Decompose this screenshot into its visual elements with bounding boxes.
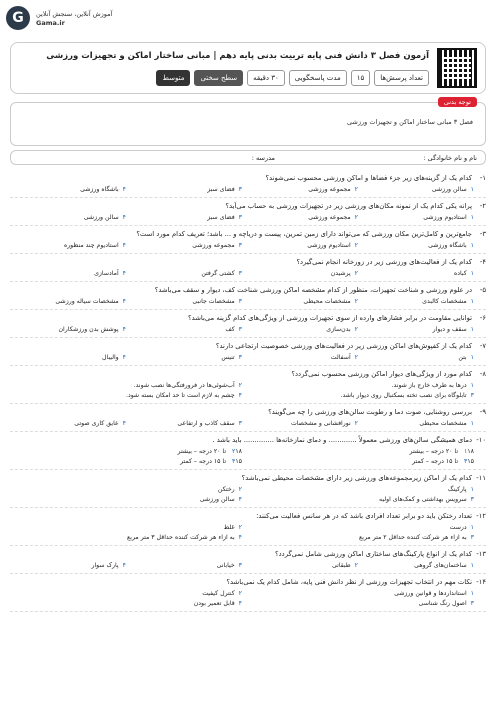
answer-option[interactable]	[126, 325, 242, 335]
option-text: چشم به لازم است تا حد امکان بسته شود.	[126, 392, 235, 399]
option-text: سقف و دیوار	[432, 326, 467, 333]
difficulty-label: سطح سختی	[194, 70, 243, 86]
question-stem: بررسی روشنایی، صوت دما و رطوبت سالن‌های ورزشی را چه می‌گویند؟	[268, 408, 472, 416]
question-stem: در علوم ورزشی و شناخت تجهیزات، منظور از کدام مشخصه اماکن ورزشی شناخت کف، دیوار و سقف می‌باشد؟	[154, 286, 472, 294]
option-list	[10, 241, 486, 251]
option-text: به ازاء هر شرکت کننده حداقل ۲ متر مربع	[358, 534, 467, 541]
question-text	[10, 229, 486, 239]
option-number: ۴	[122, 326, 126, 333]
question-item	[10, 470, 486, 508]
question-text	[10, 473, 486, 483]
answer-option[interactable]	[126, 269, 242, 279]
option-text: تابلوگاه برای نصب تخته بسکتبال روی دیوار باشد.	[340, 392, 467, 399]
option-text: استادیوم ورزشی	[423, 214, 467, 221]
brand-tagline: آموزش آنلاین، سنجش آنلاین	[36, 10, 113, 18]
option-text: فضای سبز	[207, 186, 235, 193]
option-number: ۱	[470, 524, 474, 531]
answer-option[interactable]	[10, 533, 242, 543]
option-number: ۲	[354, 562, 358, 569]
option-number: ۲	[238, 590, 242, 597]
option-text: سالن ورزشی	[199, 496, 235, 503]
answer-option[interactable]	[126, 185, 242, 195]
question-stem: جامع‌ترین و کامل‌ترین مکان ورزشی که می‌تواند دارای زمین تمرین، پیست و دریاچه و ... باشد؛ تعریف کدام مورد است؟	[136, 230, 472, 238]
answer-option[interactable]	[10, 381, 242, 391]
option-list	[10, 589, 486, 609]
option-text: پرشیدن	[330, 270, 351, 277]
option-number: ۳	[470, 392, 474, 399]
question-stem: کدام مورد از ویژگی‌های دیوار اماکن ورزشی محسوب نمی‌گردد؟	[291, 370, 472, 378]
answer-option[interactable]	[126, 561, 242, 571]
school-label: مدرسه :	[251, 154, 275, 162]
answer-option[interactable]	[242, 589, 474, 599]
note-text: فصل ۳ مبانی ساختار اماکن و تجهیزات ورزشی	[346, 118, 473, 126]
answer-option[interactable]	[358, 269, 474, 279]
question-item	[10, 198, 486, 226]
answer-option[interactable]	[242, 485, 474, 495]
answer-option[interactable]	[10, 485, 242, 495]
question-number: ۷-	[479, 342, 486, 350]
question-stem: کدام یک از کفپوش‌های اماکن ورزشی زیر در فعالیت‌های ورزشی خصوصیت ارتجاعی دارند؟	[215, 342, 472, 350]
question-text	[10, 407, 486, 417]
question-item	[10, 404, 486, 432]
option-list	[10, 561, 486, 571]
option-number: ۱	[470, 270, 474, 277]
option-list	[10, 419, 486, 429]
option-text: به ازاء هر شرکت کننده حداقل ۳ متر مربع	[126, 534, 235, 541]
option-number: ۳	[238, 270, 242, 277]
answer-option[interactable]	[242, 353, 358, 363]
question-number: ۶-	[479, 314, 486, 322]
option-number: ۴	[122, 562, 126, 569]
answer-option[interactable]	[358, 297, 474, 307]
answer-option[interactable]	[10, 599, 242, 609]
answer-option[interactable]	[10, 353, 126, 363]
question-number: ۴-	[479, 258, 486, 266]
answer-option[interactable]	[242, 533, 474, 543]
question-number: ۳-	[479, 230, 486, 238]
option-number: ۱	[470, 354, 474, 361]
option-list	[10, 485, 486, 505]
option-list	[10, 297, 486, 307]
option-number: ۱	[464, 448, 468, 455]
question-number: ۸-	[479, 370, 486, 378]
option-text: کف	[225, 326, 235, 333]
question-number: ۱۰-	[476, 436, 486, 444]
option-number: ۲	[354, 214, 358, 221]
option-text: سالن ورزشی	[431, 186, 467, 193]
answer-option[interactable]	[10, 213, 126, 223]
answer-option[interactable]	[242, 241, 358, 251]
answer-option[interactable]	[242, 391, 474, 401]
option-text: استادیوم ورزشی	[307, 242, 351, 249]
question-text	[10, 549, 486, 559]
option-text: ۱۵ تا ۱۵ درجه – کمتر	[180, 458, 242, 465]
answer-option[interactable]	[242, 325, 358, 335]
option-text: بدن‌سازی	[326, 326, 351, 333]
question-text	[10, 369, 486, 379]
exam-meta	[156, 70, 429, 86]
answer-option[interactable]	[10, 297, 126, 307]
answer-option[interactable]	[242, 185, 358, 195]
qr-code	[437, 48, 477, 88]
question-stem: کدام یک از فعالیت‌های ورزشی زیر در زورخانه انجام نمی‌گیرد؟	[296, 258, 472, 266]
question-item	[10, 432, 486, 470]
answer-option[interactable]	[10, 269, 126, 279]
option-number: ۴	[238, 534, 242, 541]
question-stem: کدام یک از گزینه‌های زیر جزء فضاها و اماکن ورزشی محسوب نمی‌شوند؟	[265, 174, 472, 182]
option-number: ۲	[354, 186, 358, 193]
question-text	[10, 511, 486, 521]
option-text: آسفالت	[330, 354, 351, 361]
question-stem: کدام یک از اماکن زیرمجموعه‌های ورزشی زیر دارای مشخصات محیطی نمی‌باشد؟	[241, 474, 472, 482]
option-number: ۱	[470, 420, 474, 427]
question-item	[10, 282, 486, 310]
option-number: ۴	[238, 600, 242, 607]
option-text: پارکینگ	[447, 486, 467, 493]
answer-option[interactable]	[242, 523, 474, 533]
question-item	[10, 508, 486, 546]
option-text: مجموعه ورزشی	[308, 186, 351, 193]
answer-option[interactable]	[10, 561, 126, 571]
answer-option[interactable]	[10, 447, 242, 457]
difficulty-value: متوسط	[156, 70, 190, 86]
option-text: درها به طرف خارج باز شوند.	[391, 382, 467, 389]
option-list	[10, 325, 486, 335]
question-text	[10, 173, 486, 183]
option-text: مشخصات جانبی	[192, 298, 235, 305]
option-number: ۳	[238, 242, 242, 249]
option-number: ۳	[238, 214, 242, 221]
option-number: ۴	[122, 298, 126, 305]
option-number: ۴	[238, 392, 242, 399]
option-text: کباده	[453, 270, 467, 277]
question-stem: توانایی مقاومت در برابر فشارهای وارده از سوی تجهیزات ورزشی از ویژگی‌های کدام گزینه می‌باشد؟	[188, 314, 472, 322]
question-number: ۹-	[479, 408, 486, 416]
option-number: ۴	[238, 496, 242, 503]
option-text: ۱۸ تا ۲۰ درجه – بیشتر	[177, 448, 242, 455]
answer-option[interactable]	[126, 419, 242, 429]
option-list	[10, 185, 486, 195]
question-text	[10, 435, 486, 445]
option-text: مشخصات سیاله ورزشی	[55, 298, 119, 305]
header	[0, 0, 496, 42]
answer-option[interactable]	[242, 599, 474, 609]
question-item	[10, 254, 486, 282]
option-number: ۴	[122, 242, 126, 249]
option-number: ۴	[122, 354, 126, 361]
option-number: ۲	[238, 486, 242, 493]
question-item	[10, 366, 486, 404]
question-item	[10, 338, 486, 366]
question-count-value: ۱۵	[351, 70, 371, 86]
option-number: ۴	[122, 420, 126, 427]
option-number: ۲	[354, 420, 358, 427]
question-number: ۲-	[479, 202, 486, 210]
option-number: ۲	[354, 242, 358, 249]
answer-option[interactable]	[10, 589, 242, 599]
option-number: ۲	[354, 270, 358, 277]
option-number: ۱	[470, 242, 474, 249]
question-text	[10, 577, 486, 587]
option-number: ۳	[238, 562, 242, 569]
question-item	[10, 574, 486, 612]
option-list	[10, 447, 486, 467]
answer-option[interactable]	[242, 297, 358, 307]
option-number: ۱	[470, 562, 474, 569]
answer-option[interactable]	[242, 561, 358, 571]
answer-option[interactable]	[10, 457, 242, 467]
option-number: ۲	[238, 382, 242, 389]
question-number: ۱۱-	[476, 474, 486, 482]
question-number: ۱۳-	[476, 550, 486, 558]
option-text: درست	[449, 524, 467, 531]
answer-option[interactable]	[242, 213, 358, 223]
question-list	[10, 170, 486, 612]
option-text: غلط	[223, 524, 235, 531]
answer-option[interactable]	[10, 523, 242, 533]
option-number: ۲	[232, 448, 236, 455]
option-text: مشخصات کالبدی	[422, 298, 467, 305]
answer-option[interactable]	[242, 269, 358, 279]
answer-option[interactable]	[10, 495, 242, 505]
option-text: عایق کاری صوتی	[74, 420, 119, 427]
question-text	[10, 257, 486, 267]
answer-option[interactable]	[358, 561, 474, 571]
option-number: ۱	[470, 486, 474, 493]
option-number: ۳	[238, 298, 242, 305]
question-item	[10, 546, 486, 574]
answer-option[interactable]	[358, 213, 474, 223]
student-info	[10, 150, 486, 165]
option-number: ۴	[122, 270, 126, 277]
answer-option[interactable]	[242, 419, 358, 429]
option-number: ۱	[470, 326, 474, 333]
option-number: ۲	[354, 354, 358, 361]
question-text	[10, 285, 486, 295]
option-list	[10, 381, 486, 401]
option-number: ۱	[470, 298, 474, 305]
answer-option[interactable]	[358, 241, 474, 251]
question-stem: دمای همیشگی سالن‌های ورزشی معمولاً ............. و دمای نمازخانه‌ها .............. باید باشد .	[212, 436, 472, 444]
option-number: ۱	[470, 186, 474, 193]
note-label: توجه بدنی	[438, 97, 477, 107]
gama-logo[interactable]: G	[6, 6, 30, 30]
answer-option[interactable]	[10, 185, 126, 195]
option-number: ۱	[470, 214, 474, 221]
option-text: سقف کاذب و ارتفاعی	[177, 420, 235, 427]
option-number: ۳	[470, 496, 474, 503]
option-number: ۳	[238, 420, 242, 427]
option-text: استادیوم چند منظوره	[63, 242, 119, 249]
brand-text	[36, 10, 112, 28]
option-text: پارک سوار	[91, 562, 119, 569]
answer-option[interactable]	[126, 241, 242, 251]
option-list	[10, 269, 486, 279]
option-number: ۳	[238, 186, 242, 193]
option-text: پوشش بدن ورزشکاران	[58, 326, 119, 333]
question-number: ۱-	[479, 174, 486, 182]
option-text: باشگاه ورزشی	[428, 242, 467, 249]
exam-title: آزمون فصل ۳ دانش فنی پایه تربیت بدنی پایه دهم | مبانی ساختار اماکن و تجهیزات ورزشی	[46, 51, 429, 61]
question-text	[10, 313, 486, 323]
answer-option[interactable]	[10, 419, 126, 429]
question-number: ۱۴-	[476, 578, 486, 586]
option-text: رختکن	[217, 486, 235, 493]
option-text: قابل تعمیر بودن	[193, 600, 235, 607]
question-text	[10, 341, 486, 351]
answer-option[interactable]	[126, 297, 242, 307]
answer-option[interactable]	[126, 213, 242, 223]
option-text: ساختمان‌های گروهی	[414, 562, 467, 569]
option-text: مجموعه ورزشی	[192, 242, 235, 249]
option-number: ۳	[238, 354, 242, 361]
student-name-label: نام و نام خانوادگی :	[423, 154, 477, 162]
option-number: ۴	[122, 186, 126, 193]
question-stem: تعداد رختکن باید دو برابر تعداد افرادی باشد که در هر سانس فعالیت می‌کنند:	[256, 512, 472, 520]
option-text: اصول رنگ شناسی	[418, 600, 467, 607]
option-number: ۲	[238, 524, 242, 531]
option-text: کنترل کیفیت	[202, 590, 235, 597]
option-number: ۲	[354, 298, 358, 305]
option-text: تنیس	[221, 354, 235, 361]
option-text: مجموعه ورزشی	[308, 214, 351, 221]
option-number: ۳	[238, 326, 242, 333]
answer-option[interactable]	[358, 419, 474, 429]
option-text: سرویس بهداشتی و کمک‌های اولیه	[379, 496, 467, 503]
brand-domain: Gama.ir	[36, 19, 65, 27]
option-number: ۴	[232, 458, 236, 465]
option-number: ۴	[122, 214, 126, 221]
question-count-label: تعداد پرسش‌ها	[374, 70, 429, 86]
option-text: آمادسازی	[94, 270, 119, 277]
option-text: فضای سبز	[207, 214, 235, 221]
option-text: آب‌شوئی‌ها در فرورفتگی‌ها نصب شوند.	[133, 382, 235, 389]
question-item	[10, 310, 486, 338]
question-number: ۱۲-	[476, 512, 486, 520]
question-item	[10, 170, 486, 198]
option-number: ۲	[354, 326, 358, 333]
answer-option[interactable]	[242, 381, 474, 391]
answer-option[interactable]	[242, 447, 474, 457]
option-list	[10, 213, 486, 223]
duration-label: مدت پاسخگویی	[289, 70, 347, 86]
question-stem: کدام یک از انواع پارکینگ‌های ساختاری اماکن ورزشی شامل نمی‌گردد؟	[275, 550, 472, 558]
answer-option[interactable]	[242, 457, 474, 467]
option-number: ۳	[470, 534, 474, 541]
option-text: مشخصات محیطی	[303, 298, 351, 305]
option-text: استانداردها و قوانین ورزشی	[394, 590, 467, 597]
option-number: ۳	[470, 600, 474, 607]
answer-option[interactable]	[358, 353, 474, 363]
option-text: خیابانی	[216, 562, 235, 569]
question-stem: نکات مهم در انتخاب تجهیزات ورزشی از نظر دانش فنی پایه، شامل کدام یک نمی‌باشد؟	[226, 578, 472, 586]
option-text: ۱۸ تا ۲۰ درجه – بیشتر	[409, 448, 474, 455]
answer-option[interactable]	[242, 495, 474, 505]
exam-info-box	[10, 42, 486, 94]
answer-option[interactable]	[10, 241, 126, 251]
question-item	[10, 226, 486, 254]
option-number: ۳	[464, 458, 468, 465]
answer-option[interactable]	[358, 325, 474, 335]
answer-option[interactable]	[10, 325, 126, 335]
answer-option[interactable]	[358, 185, 474, 195]
note-box	[10, 98, 486, 146]
option-text: بتن	[458, 354, 467, 361]
option-text: باشگاه ورزشی	[80, 186, 119, 193]
option-list	[10, 353, 486, 363]
option-text: کشتی گرفتن	[201, 270, 235, 277]
option-text: طبقاتی	[331, 562, 351, 569]
answer-option[interactable]	[10, 391, 242, 401]
option-number: ۱	[470, 382, 474, 389]
question-number: ۵-	[479, 286, 486, 294]
option-text: مشخصات محیطی	[419, 420, 467, 427]
question-text	[10, 201, 486, 211]
duration-value: ۳۰ دقیقه	[247, 70, 285, 86]
option-text: سالن ورزشی	[83, 214, 119, 221]
option-text: ۱۵ تا ۱۵ درجه – کمتر	[412, 458, 474, 465]
option-text: نورافشانی و مشخصات	[290, 420, 351, 427]
option-number: ۱	[470, 590, 474, 597]
option-text: والیبال	[101, 354, 119, 361]
answer-option[interactable]	[126, 353, 242, 363]
option-list	[10, 523, 486, 543]
question-stem: پرانه یکی کدام یک از نمونه مکان‌های ورزشی زیر در تجهیزات ورزشی به حساب می‌آید؟	[225, 202, 472, 210]
